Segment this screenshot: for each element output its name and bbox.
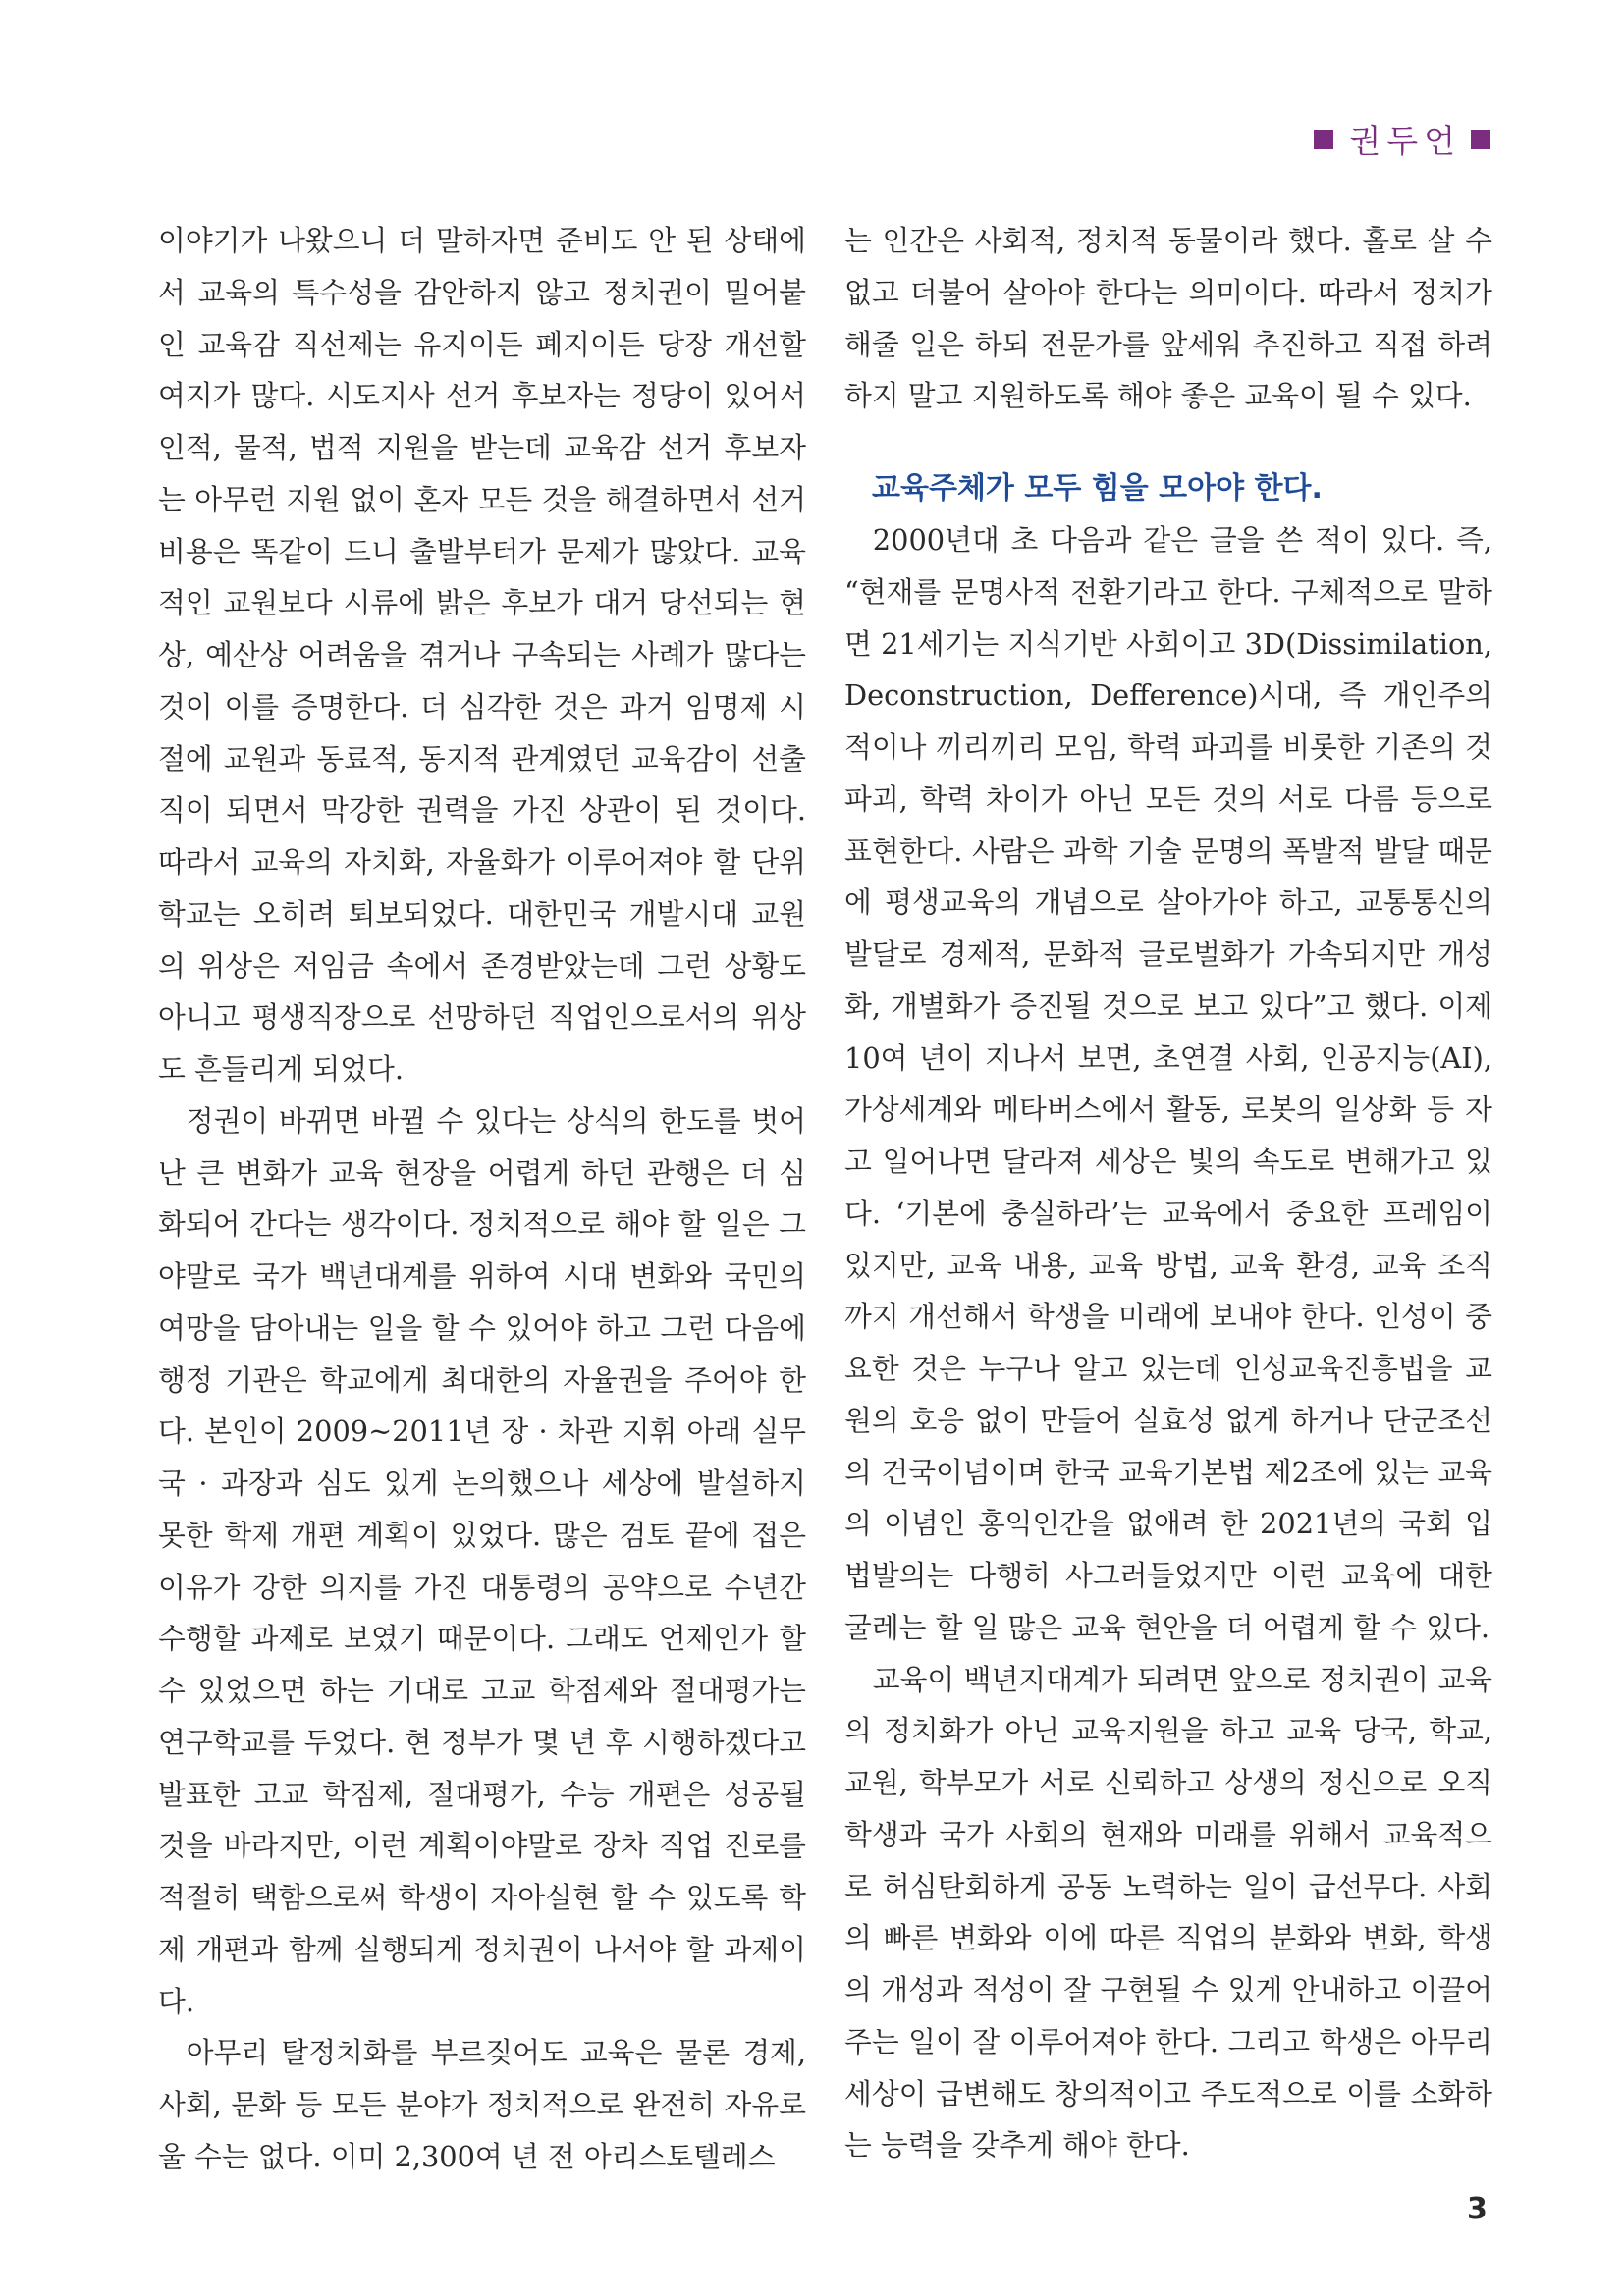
- body-paragraph: 는 인간은 사회적, 정치적 동물이라 했다. 홀로 살 수 없고 더불어 살아야 한다는 의미이다. 따라서 정치가 해줄 일은 하되 전문가를 앞세워 추진하고 직접 하려 하지 말고 지원하도록 해야 좋은 교육이 될 수 있다.: [844, 224, 1492, 413]
- right-column: [844, 215, 1492, 2171]
- section-heading: 교육주체가 모두 힘을 모아야 한다.: [872, 471, 1323, 506]
- page-number: 3: [1467, 2192, 1488, 2226]
- body-paragraph: 이야기가 나왔으니 더 말하자면 준비도 안 된 상태에서 교육의 특수성을 감안하지 않고 정치권이 밀어붙인 교육감 직선제는 유지이든 폐지이든 당장 개선할 여지가 많다. 시도지사 선거 후보자는 정당이 있어서 인적, 물적, 법적 지원을 받는데 교육감 선거 후보자는 아무런 지원 없이 혼자 모든 것을 해결하면서 선거 비용은 똑같이 드니 출발부터가 문제가 많았다. 교육적인 교원보다 시류에 밝은 후보가 대거 당선되는 현상, 예산상 어려움을 겪거나 구속되는 사례가 많다는 것이 이를 증명한다. 더 심각한 것은 과거 임명제 시절에 교원과 동료적, 동지적 관계였던 교육감이 선출직이 되면서 막강한 권력을 가진 상관이 된 것이다. 따라서 교육의 자치화, 자율화가 이루어져야 할 단위 학교는 오히려 퇴보되었다. 대한민국 개발시대 교원의 위상은 저임금 속에서 존경받았는데 그런 상황도 아니고 평생직장으로 선망하던 직업인으로서의 위상도 흔들리게 되었다.: [158, 224, 806, 1086]
- body-paragraph: 아무리 탈정치화를 부르짖어도 교육은 물론 경제, 사회, 문화 등 모든 분야가 정치적으로 완전히 자유로울 수는 없다. 이미 2,300여 년 전 아리스토텔레스: [158, 2036, 806, 2173]
- square-bullet-icon: [1471, 130, 1490, 149]
- square-bullet-icon: [1314, 130, 1333, 149]
- running-header: [1314, 116, 1490, 162]
- header-author: 권두언: [1349, 122, 1461, 160]
- body-paragraph: 교육이 백년지대계가 되려면 앞으로 정치권이 교육의 정치화가 아닌 교육지원을 하고 교육 당국, 학교, 교원, 학부모가 서로 신뢰하고 상생의 정신으로 오직 학생과 국가 사회의 현재와 미래를 위해서 교육적으로 허심탄회하게 공동 노력하는 일이 급선무다. 사회의 빠른 변화와 이에 따른 직업의 분화와 변화, 학생의 개성과 적성이 잘 구현될 수 있게 안내하고 이끌어 주는 일이 잘 이루어져야 한다. 그리고 학생은 아무리 세상이 급변해도 창의적이고 주도적으로 이를 소화하는 능력을 갖추게 해야 한다.: [844, 1662, 1492, 2163]
- left-column: [158, 215, 806, 2183]
- body-paragraph: 정권이 바뀌면 바뀔 수 있다는 상식의 한도를 벗어난 큰 변화가 교육 현장을 어렵게 하던 관행은 더 심화되어 간다는 생각이다. 정치적으로 해야 할 일은 그야말로 국가 백년대계를 위하여 시대 변화와 국민의 여망을 담아내는 일을 할 수 있어야 하고 그런 다음에 행정 기관은 학교에게 최대한의 자율권을 주어야 한다. 본인이 2009~2011년 장 · 차관 지휘 아래 실무 국 · 과장과 심도 있게 논의했으나 세상에 발설하지 못한 학제 개편 계획이 있었다. 많은 검토 끝에 접은 이유가 강한 의지를 가진 대통령의 공약으로 수년간 수행할 과제로 보였기 때문이다. 그래도 언제인가 할 수 있었으면 하는 기대로 고교 학점제와 절대평가는 연구학교를 두었다. 현 정부가 몇 년 후 시행하겠다고 발표한 고교 학점제, 절대평가, 수능 개편은 성공될 것을 바라지만, 이런 계획이야말로 장차 직업 진로를 적절히 택함으로써 학생이 자아실현 할 수 있도록 학제 개편과 함께 실행되게 정치권이 나서야 할 과제이다.: [158, 1103, 806, 2018]
- body-paragraph: 2000년대 초 다음과 같은 글을 쓴 적이 있다. 즉, “현재를 문명사적 전환기라고 한다. 구체적으로 말하면 21세기는 지식기반 사회이고 3D(Dissimilation, Deconstruction, Defference)시대, 즉 개인주의적이나 끼리끼리 모임, 학력 파괴를 비롯한 기존의 것 파괴, 학력 차이가 아닌 모든 것의 서로 다름 등으로 표현한다. 사람은 과학 기술 문명의 폭발적 발달 때문에 평생교육의 개념으로 살아가야 하고, 교통통신의 발달로 경제적, 문화적 글로벌화가 가속되지만 개성화, 개별화가 증진될 것으로 보고 있다”고 했다. 이제 10여 년이 지나서 보면, 초연결 사회, 인공지능(AI), 가상세계와 메타버스에서 활동, 로봇의 일상화 등 자고 일어나면 달라져 세상은 빛의 속도로 변해가고 있다. ‘기본에 충실하라’는 교육에서 중요한 프레임이 있지만, 교육 내용, 교육 방법, 교육 환경, 교육 조직까지 개선해서 학생을 미래에 보내야 한다. 인성이 중요한 것은 누구나 알고 있는데 인성교육진흥법을 교원의 호응 없이 만들어 실효성 없게 하거나 단군조선의 건국이념이며 한국 교육기본법 제2조에 있는 교육의 이념인 홍익인간을 없애려 한 2021년의 국회 입법발의는 다행히 사그러들었지만 이런 교육에 대한 굴레는 할 일 많은 교육 현안을 더 어렵게 할 수 있다.: [844, 523, 1492, 1644]
